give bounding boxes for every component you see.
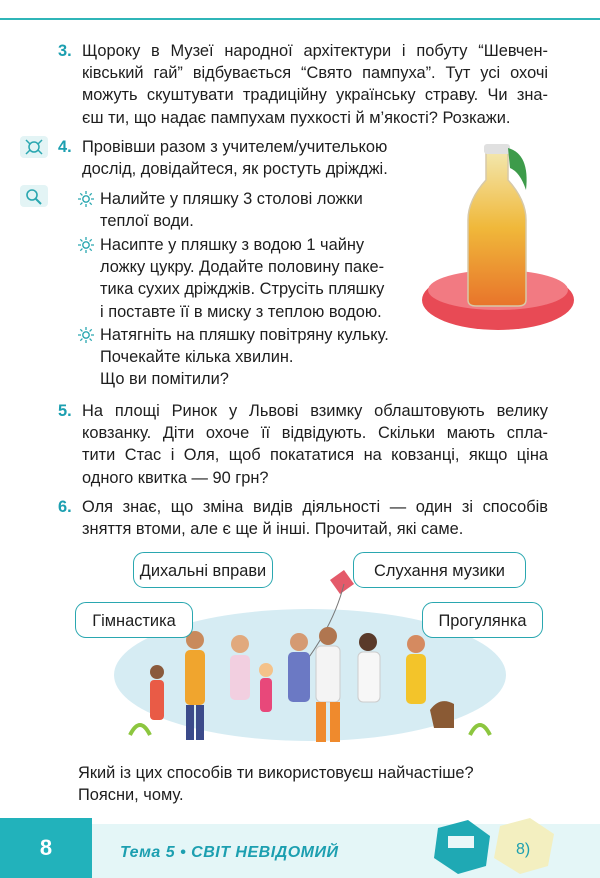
pill-walk: Прогулянка bbox=[422, 602, 543, 638]
experiment-icon bbox=[20, 136, 48, 158]
question bbox=[78, 762, 568, 806]
text-line: Який із цих способів ти використовуєш найчастіше? bbox=[78, 764, 474, 782]
task-4 bbox=[58, 136, 418, 180]
svg-text:8): 8) bbox=[516, 841, 531, 858]
pill-music-listening: Слухання музики bbox=[353, 552, 526, 588]
text-line: одного квитка — 90 грн? bbox=[82, 468, 269, 487]
step-2 bbox=[78, 234, 384, 323]
topic-title: Тема 5 • СВІТ НЕВІДОМИЙ bbox=[120, 844, 339, 861]
step-3 bbox=[78, 324, 389, 391]
pill-gymnastics: Гімнастика bbox=[75, 602, 193, 638]
task-5 bbox=[58, 400, 548, 489]
text-line: Провівши разом з учителем/учителькою bbox=[82, 138, 388, 156]
hexagon-emblems-icon bbox=[428, 818, 588, 878]
text-line: Щороку в Музеї народної архітектури і побуту “Шевчен- bbox=[82, 42, 548, 60]
text-line: Оля знає, що зміна видів діяльності — один зі способів bbox=[82, 498, 548, 516]
text-line: єш ти, що надає пампухам пухкості й м’якості? Розкажи. bbox=[82, 108, 511, 127]
task-6 bbox=[58, 496, 548, 540]
text-line: ложку цукру. Додайте половину паке- bbox=[100, 258, 385, 277]
yeast-bottle-illustration bbox=[418, 140, 588, 340]
footer bbox=[0, 818, 600, 878]
text-line: тика сухих дріжджів. Струсіть пляшку bbox=[100, 280, 385, 299]
sun-bullet-icon bbox=[78, 237, 94, 253]
sun-bullet-icon bbox=[78, 191, 94, 207]
text-line: ковзанку. Діти охоче її відвідують. Скільки мають спла- bbox=[82, 424, 548, 443]
step-1 bbox=[78, 188, 363, 232]
magnifier-icon bbox=[20, 185, 48, 207]
text-line: зняття втоми, але є ще й інші. Прочитай, які саме. bbox=[82, 520, 464, 539]
task-number: 3. bbox=[58, 42, 72, 60]
text-line: можуть скуштувати традиційну українську страву. Чи зна- bbox=[82, 86, 548, 105]
top-rule bbox=[0, 18, 600, 20]
text-line: дослід, довідайтеся, як ростуть дріжджі. bbox=[82, 160, 388, 179]
task-number: 5. bbox=[58, 402, 72, 420]
text-line: ківський гай” відбувається “Свято пампуха”. Тут усі охочі bbox=[82, 64, 548, 83]
text-line: Що ви помітили? bbox=[100, 370, 229, 389]
sun-bullet-icon bbox=[78, 327, 94, 343]
pill-breathing-exercises: Дихальні вправи bbox=[133, 552, 273, 588]
text-line: Почекайте кілька хвилин. bbox=[100, 348, 294, 367]
text-line: На площі Ринок у Львові взимку облаштовують велику bbox=[82, 402, 548, 420]
text-line: Налийте у пляшку 3 столові ложки bbox=[100, 190, 363, 208]
task-number: 6. bbox=[58, 498, 72, 516]
text-line: теплої води. bbox=[100, 212, 194, 231]
text-line: тити Стас і Оля, щоб покататися на ковзанці, якщо ціна bbox=[82, 446, 548, 465]
text-line: Насипте у пляшку з водою 1 чайну bbox=[100, 236, 365, 254]
text-line: і поставте її в миску з теплою водою. bbox=[100, 302, 382, 321]
task-number: 4. bbox=[58, 138, 72, 156]
page-number: 8 bbox=[0, 818, 92, 878]
task-3 bbox=[58, 40, 548, 129]
text-line: Натягніть на пляшку повітряну кульку. bbox=[100, 326, 389, 344]
text-line: Поясни, чому. bbox=[78, 786, 184, 805]
